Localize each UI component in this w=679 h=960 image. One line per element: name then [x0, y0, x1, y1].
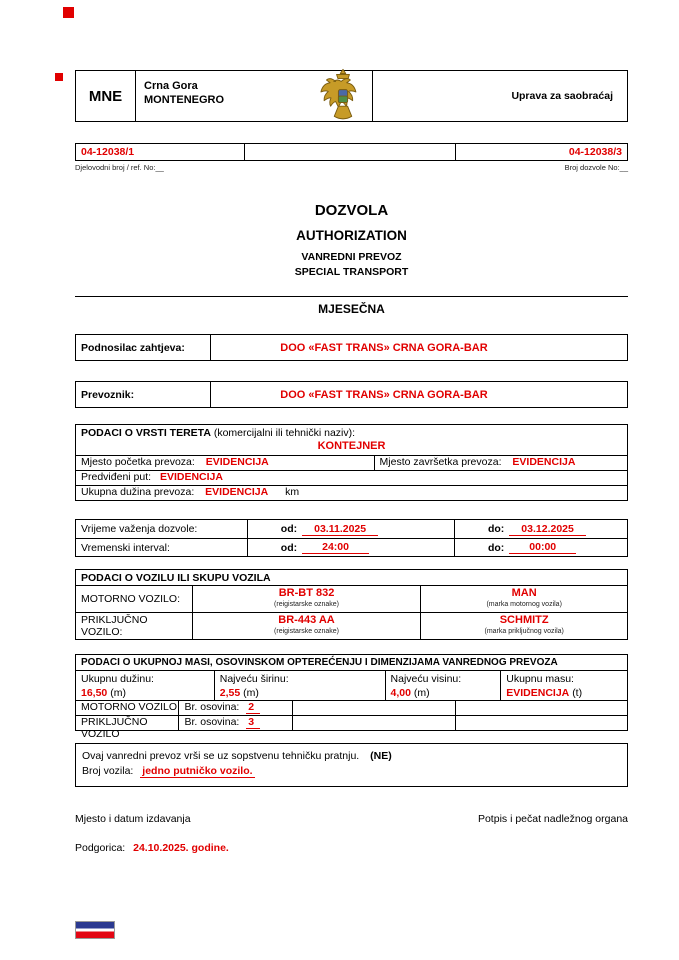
cargo-heading-bold: PODACI O VRSTI TERETA: [81, 427, 211, 439]
reference-captions: [75, 163, 628, 172]
escort-answer: (NE): [370, 750, 392, 762]
motor-axles-row-label: MOTORNO VOZILO: [81, 701, 178, 713]
cargo-heading: [76, 425, 627, 440]
cargo-end-label: Mjesto završetka prevoza:: [379, 456, 502, 468]
title-vanredni-prevoz: VANREDNI PREVOZ: [301, 251, 402, 263]
date-to-value: 03.12.2025: [509, 523, 586, 536]
cargo-start: [76, 456, 374, 470]
trailer-axles-label: Br. osovina:: [184, 716, 240, 728]
cargo-start-label: Mjesto početka prevoza:: [81, 456, 195, 468]
trailer-axles-row: [76, 715, 627, 740]
document-content: [75, 70, 628, 854]
issuing-authority: Uprava za saobraćaj: [511, 90, 613, 102]
width-value-line: [220, 686, 385, 700]
carrier-box: [75, 381, 628, 408]
ref-number-field: 04-12038/1: [75, 143, 245, 161]
title-block: [75, 202, 628, 278]
motor-axles-cell: [178, 701, 292, 715]
country-code: MNE: [76, 71, 136, 121]
mass-value: EVIDENCIJA: [506, 687, 570, 699]
red-corner-mark: [63, 7, 74, 18]
title-special-transport: SPECIAL TRANSPORT: [294, 266, 409, 278]
do-label: do:: [487, 523, 505, 535]
motor-plate-caption: (reigistarske oznake): [274, 601, 340, 608]
height-cell: [385, 671, 501, 700]
time-from-value: 24:00: [302, 541, 369, 554]
validity-dates-row: [76, 520, 627, 538]
title-dozvola: DOZVOLA: [314, 202, 389, 219]
cargo-route-row: [76, 470, 627, 485]
motor-vehicle-label: MOTORNO VOZILO:: [81, 593, 180, 605]
applicant-value: DOO «FAST TRANS» CRNA GORA-BAR: [280, 341, 488, 354]
mass-label: Ukupnu masu:: [506, 673, 574, 685]
trailer-axles-value: 3: [246, 716, 260, 729]
time-to-value: 00:00: [509, 541, 576, 554]
validity-box: [75, 519, 628, 557]
cargo-end-value: EVIDENCIJA: [512, 456, 576, 468]
trailer-vehicle-row: [76, 612, 627, 639]
motor-make-cell: [420, 586, 627, 612]
cargo-box: [75, 424, 628, 501]
trailer-make-value: SCHMITZ: [499, 614, 549, 626]
validity-period-label: Vrijeme važenja dozvole:: [81, 523, 198, 535]
validity-interval-row: [76, 538, 627, 556]
signature-label: Potpis i pečat nadležnog organa: [477, 813, 628, 825]
escort-line-2: [82, 764, 621, 779]
trailer-axles-cell: [178, 716, 292, 730]
vehicles-box: [75, 569, 628, 640]
length-value: 16,50: [81, 687, 108, 699]
od-label: od:: [280, 523, 298, 535]
do-label-2: do:: [487, 541, 505, 554]
escort-vehicles-value: jedno putničko vozilo.: [142, 765, 253, 777]
escort-text: Ovaj vanredni prevoz vrši se uz sopstvenu tehničku pratnju.: [82, 750, 360, 762]
permit-period: MJESEČNA: [318, 302, 385, 316]
motor-axles-value: 2: [246, 701, 260, 714]
mass-value-line: [506, 686, 627, 700]
length-label: Ukupnu dužinu:: [81, 673, 154, 685]
coat-of-arms-svg: [320, 68, 366, 126]
cargo-name: KONTEJNER: [317, 440, 386, 452]
cargo-distance-unit: km: [285, 486, 300, 498]
cargo-end: [374, 456, 627, 470]
ref-number-empty-field: [245, 143, 455, 161]
issue-city: Podgorica:: [75, 842, 126, 854]
cargo-places-row: [76, 455, 627, 470]
country-name-en: MONTENEGRO: [144, 94, 225, 106]
date-from-value: 03.11.2025: [302, 523, 378, 536]
footer-labels: [75, 813, 628, 825]
width-label: Najveću širinu:: [219, 673, 289, 685]
cargo-route-value: EVIDENCIJA: [159, 471, 223, 483]
trailer-make-cell: [420, 613, 627, 639]
permit-number-field: 04-12038/3: [455, 143, 628, 161]
cargo-heading-rest: (komercijalni ili tehnički naziv):: [210, 427, 356, 439]
trailer-axles-empty-2: [455, 716, 627, 730]
width-value: 2,55: [219, 687, 241, 699]
height-unit: (m): [413, 687, 430, 699]
validity-date-from: [247, 520, 454, 538]
trailer-plate-value: BR-443 AA: [278, 614, 335, 626]
ref-caption-right: Broj dozvole No:__: [564, 163, 628, 172]
dimensions-box: [75, 654, 628, 740]
trailer-axles-empty-1: [292, 716, 455, 730]
motor-axles-row: [76, 700, 627, 715]
cargo-route-label: Predviđeni put:: [81, 471, 152, 483]
trailer-plate-cell: [192, 613, 421, 639]
validity-date-to: [454, 520, 627, 538]
reference-numbers-row: [75, 143, 628, 161]
title-authorization: AUTHORIZATION: [296, 228, 407, 243]
ref-caption-left: Djelovodni broj / ref. No:__: [75, 163, 164, 172]
width-unit: (m): [243, 687, 259, 699]
vehicles-heading: PODACI O VOZILU ILI SKUPU VOZILA: [81, 572, 271, 584]
height-value-line: [391, 686, 501, 700]
validity-interval-label: Vremenski interval:: [81, 541, 170, 554]
title-divider: [75, 296, 628, 297]
motor-plate-cell: [192, 586, 421, 612]
motor-make-caption: (marka motornog vozila): [486, 601, 562, 608]
length-unit: (m): [110, 687, 126, 699]
motor-plate-value: BR-BT 832: [278, 587, 335, 599]
od-label-2: od:: [280, 541, 298, 554]
footer-flag-mark: [75, 921, 115, 939]
mass-cell: [500, 671, 627, 700]
escort-vehicles-label: Broj vozila:: [82, 765, 134, 777]
escort-line-1: [82, 749, 621, 764]
dimensions-values-row: [76, 670, 627, 700]
cargo-distance-label: Ukupna dužina prevoza:: [81, 486, 195, 498]
height-value: 4,00: [390, 687, 411, 699]
applicant-label: Podnosilac zahtjeva:: [76, 335, 211, 360]
issue-date: 24.10.2025. godine.: [133, 842, 229, 854]
length-value-line: [81, 686, 214, 700]
montenegro-coat-of-arms-icon: [320, 68, 366, 126]
mass-unit: (t): [572, 687, 583, 699]
validity-time-from: [247, 539, 454, 556]
trailer-vehicle-label: PRIKLJUČNO VOZILO:: [81, 614, 148, 638]
trailer-make-caption: (marka priključnog vozila): [484, 628, 564, 635]
cargo-distance-row: [76, 485, 627, 500]
motor-axles-empty-1: [292, 701, 455, 715]
motor-axles-empty-2: [455, 701, 627, 715]
escort-box: [75, 743, 628, 787]
trailer-plate-caption: (reigistarske oznake): [274, 628, 340, 635]
issue-place-label: Mjesto i datum izdavanja: [75, 813, 191, 825]
applicant-box: [75, 334, 628, 361]
cargo-distance-value: EVIDENCIJA: [205, 486, 269, 498]
motor-make-value: MAN: [511, 587, 537, 599]
motor-vehicle-row: [76, 585, 627, 612]
issue-place-line: [75, 842, 628, 854]
width-cell: [214, 671, 385, 700]
motor-axles-label: Br. osovina:: [184, 701, 240, 713]
carrier-value: DOO «FAST TRANS» CRNA GORA-BAR: [280, 388, 488, 401]
length-cell: [76, 671, 214, 700]
document-header: [75, 70, 628, 122]
height-label: Najveću visinu:: [390, 673, 462, 685]
trailer-axles-row-label: PRIKLJUČNO VOZILO: [81, 716, 148, 740]
red-left-mark: [55, 73, 63, 81]
country-name-local: Crna Gora: [144, 80, 198, 92]
dimensions-heading: PODACI O UKUPNOJ MASI, OSOVINSKOM OPTEREĆENJU I DIMENZIJAMA VANREDNOG PREVOZA: [81, 657, 558, 668]
cargo-start-value: EVIDENCIJA: [205, 456, 269, 468]
validity-time-to: [454, 539, 627, 556]
carrier-label: Prevoznik:: [76, 382, 211, 407]
